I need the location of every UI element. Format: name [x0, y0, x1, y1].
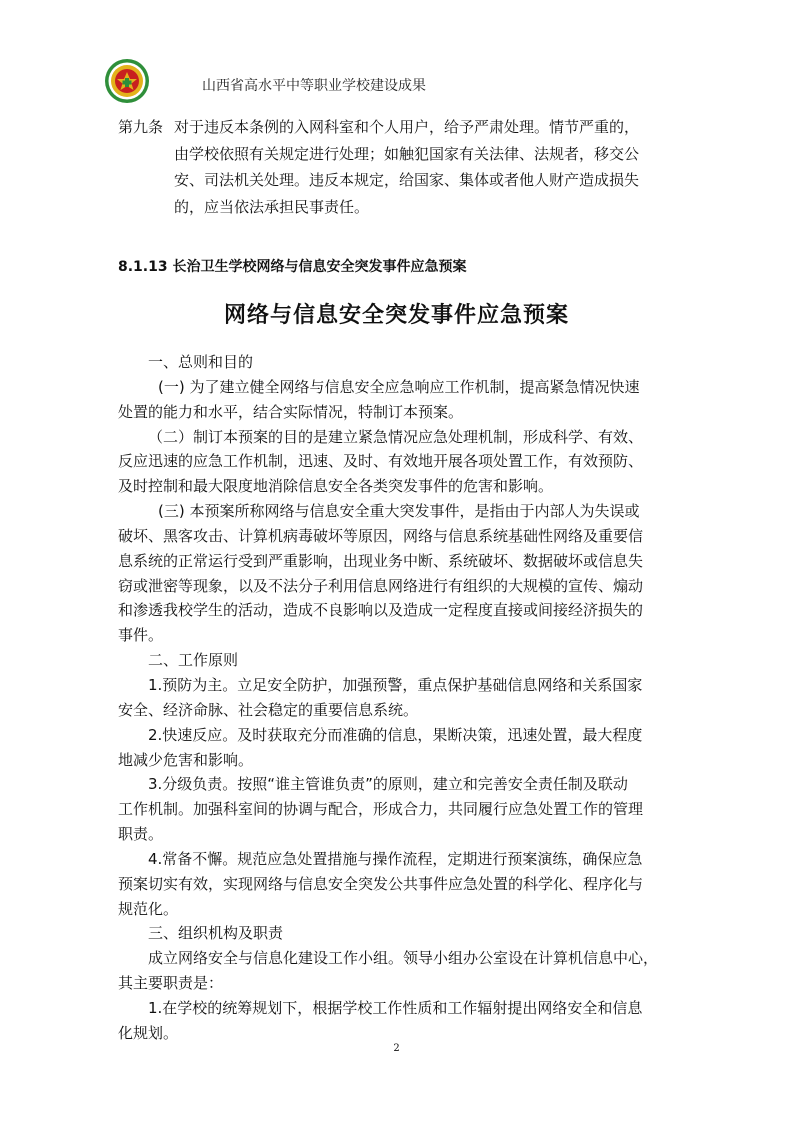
paragraph-line: 处置的能力和水平，结合实际情况，特制订本预案。	[118, 402, 464, 421]
paragraph-line: (三) 本预案所称网络与信息安全重大突发事件，是指由于内部人为失误或	[158, 502, 640, 521]
paragraph-line: （二）制订本预案的目的是建立紧急情况应急处理机制，形成科学、有效、	[148, 427, 644, 446]
paragraph-line: 事件。	[118, 626, 164, 645]
header-title: 山西省高水平中等职业学校建设成果	[202, 78, 426, 94]
document-title: 网络与信息安全突发事件应急预案	[223, 303, 569, 328]
paragraph-line: 破坏、黑客攻击、计算机病毒破坏等原因，网络与信息系统基础性网络及重要信	[118, 526, 644, 545]
heading-general: 一、总则和目的	[148, 353, 254, 371]
heading-principles: 二、工作原则	[148, 651, 239, 670]
article-line: 由学校依照有关规定进行处理；如触犯国家有关法律、法规者，移交公	[174, 144, 640, 163]
paragraph-line: 窃或泄密等现象，以及不法分子利用信息网络进行有组织的大规模的宣传、煽动	[118, 576, 644, 595]
paragraph-line: 2.快速反应。及时获取充分而准确的信息，果断决策，迅速处置，最大程度	[148, 725, 643, 744]
article-label: 第九条	[118, 118, 164, 136]
heading-organization: 三、组织机构及职责	[148, 924, 284, 943]
school-emblem-icon	[104, 58, 150, 104]
paragraph-line: 成立网络安全与信息化建设工作小组。领导小组办公室设在计算机信息中心，	[148, 949, 659, 968]
article-line: 安、司法机关处理。违反本规定，给国家、集体或者他人财产造成损失	[174, 171, 640, 189]
paragraph-line: 3.分级负责。按照“谁主管谁负责”的原则，建立和完善安全责任制及联动	[148, 775, 628, 794]
paragraph-line: 地减少危害和影响。	[118, 750, 254, 769]
section-heading: 8.1.13 长治卫生学校网络与信息安全突发事件应急预案	[118, 259, 467, 275]
page-header	[104, 58, 704, 108]
paragraph-line: 和渗透我校学生的活动，造成不良影响以及造成一定程度直接或间接经济损失的	[118, 601, 644, 620]
paragraph-line: 及时控制和最大限度地消除信息安全各类突发事件的危害和影响。	[118, 477, 554, 496]
paragraph-line: 化规划。	[118, 1023, 179, 1042]
body-text	[118, 350, 688, 1046]
paragraph-line: 工作机制。加强科室间的协调与配合，形成合力，共同履行应急处置工作的管理	[118, 800, 644, 819]
paragraph-line: (一) 为了建立健全网络与信息安全应急响应工作机制，提高紧急情况快速	[158, 377, 640, 396]
paragraph-line: 反应迅速的应急工作机制，迅速、及时、有效地开展各项处置工作，有效预防、	[118, 452, 644, 471]
page-number: 2	[393, 1043, 400, 1054]
paragraph-line: 预案切实有效，实现网络与信息安全突发公共事件应急处置的科学化、程序化与	[118, 874, 644, 893]
paragraph-line: 息系统的正常运行受到严重影响，出现业务中断、系统破坏、数据破坏或信息失	[118, 551, 644, 570]
paragraph-line: 1.在学校的统筹规划下，根据学校工作性质和工作辐射提出网络安全和信息	[148, 998, 643, 1017]
paragraph-line: 其主要职责是：	[118, 974, 224, 993]
paragraph-line: 职责。	[118, 825, 164, 844]
paragraph-line: 1.预防为主。立足安全防护，加强预警，重点保护基础信息网络和关系国家	[148, 675, 643, 694]
paragraph-line: 4.常备不懈。规范应急处置措施与操作流程，定期进行预案演练，确保应急	[148, 849, 643, 868]
article-line: 的，应当依法承担民事责任。	[174, 197, 370, 216]
article-text	[174, 114, 674, 220]
paragraph-line: 安全、经济命脉、社会稳定的重要信息系统。	[118, 700, 419, 719]
paragraph-line: 规范化。	[118, 899, 179, 918]
article-line: 对于违反本条例的入网科室和个人用户，给予严肃处理。情节严重的，	[174, 118, 640, 136]
